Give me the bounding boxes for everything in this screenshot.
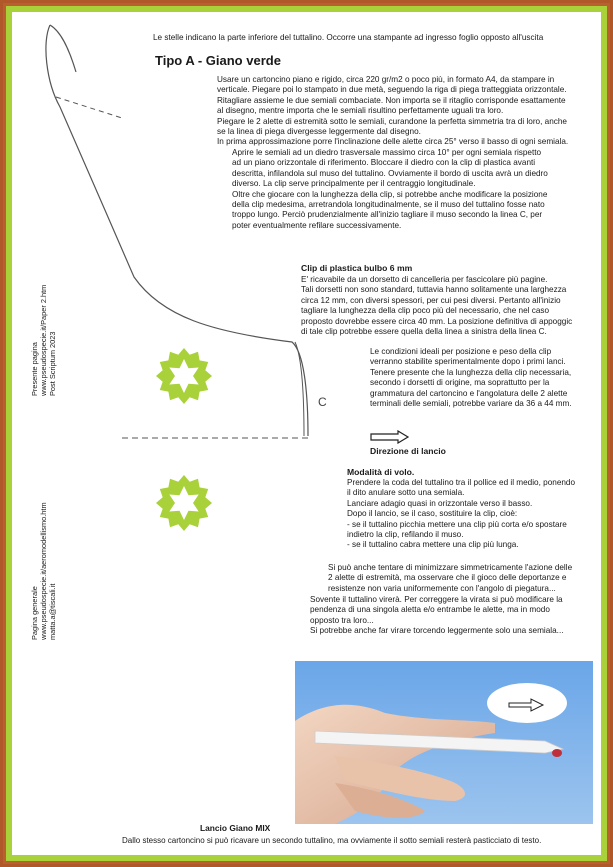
footer-note: Dallo stesso cartoncino si può ricavare un secondo tuttalino, ma ovviamente il sotto semiali resterà pasticciato di testo. [122,836,542,845]
text-line: Sovente il tuttalino virerà. Per correggere la virata si può modificare la [310,595,563,604]
side-note-present-page [30,285,58,396]
text-line: grammatura del cartoncino e l'angolatura delle 2 alette [370,388,568,398]
launch-photo [295,661,593,824]
side-note-general-page [30,502,58,640]
text-line: Oltre che giocare con la lunghezza della clip, si potrebbe anche modificare la posizione [232,189,548,199]
text-line: E' ricavabile da un dorsetto di cancelleria per fascicolare più pagine. [301,275,548,284]
text-line: In prima approssimazione porre l'inclinazione delle alette circa 25° verso il basso di ogni semiala. [217,137,569,147]
text-line: descritta, infilandola sul muso del tuttalino. Ovviamente il bordo di uscita avrà un diedro [232,168,548,178]
direction-label: Direzione di lancio [370,446,446,456]
link[interactable]: www.pseudospecie.it/aeromodellismo.htm [39,502,49,640]
direction-arrow-icon [370,430,410,444]
link[interactable]: www.pseudospecie.it/Paper 2.htm [39,284,49,396]
text-line: opposto tra loro... [310,615,374,625]
text-line: tagliare la lunghezza della clip poco più del necessario, che nel caso [301,306,550,316]
text-line: - se il tuttalino cabra mettere una clip più lunga. [347,540,519,550]
text-line: al disegno, mentre importa che le semiali risultino perfettamente uguali tra loro. [217,106,504,116]
text-line: indietro la clip, refilando il muso. [347,530,464,540]
star-icon [155,474,213,532]
text-line: troppo lungo. Perciò prudenzialmente all'inizio tagliare il muso secondo la linea C, per [232,210,543,220]
text-line: Lanciare adagio quasi in orizzontale verso il basso. [347,498,533,508]
text-line: Aprire le semiali ad un diedro trasversale massimo circa 10° per ogni semiala rispetto [232,148,542,157]
text-line: Post Scriptum 2023 [48,331,58,396]
mode-paragraph [347,478,599,551]
text-line: proposto dovrebbe essere circa 40 mm. La posizione definitiva di appoggic [301,316,573,326]
text-line: Presente pagina [30,342,39,396]
page-title: Tipo A - Giano verde [155,53,281,68]
text-line: 2 alette di estremità, ma osservare che il gioco delle deportanze e [328,573,567,583]
text-line: secondo i dorsetti di origine, ma soprattutto per la [370,378,550,388]
c-line-label: C [318,395,327,409]
trim-paragraph [328,563,600,594]
text-line: terminali delle semiali, potrebbe variare da 36 a 44 mm. [370,399,572,409]
virata-paragraph [310,595,600,637]
text-line: Ritagliare assieme le due semiali combaciate. Non importa se il ritaglio corrisponde esattamente [217,95,566,105]
email-link[interactable]: matta.a@tiscali.it [48,583,58,640]
text-line: di tale clip potrebbe essere quella della linea a sinistra della linea C. [301,327,547,337]
text-line: poter eventualmente refilare successivamente. [232,220,402,230]
text-line: Piegare le 2 alette di estremità sotto le semiali, curandone la perfetta simmetria tra di loro, anche [217,116,567,126]
intro-paragraph [217,75,597,148]
text-line: Le condizioni ideali per posizione e peso della clip [370,347,552,356]
text-line: Tenere presente che la lunghezza della clip necessaria, [370,367,572,377]
text-line: Si può anche tentare di minimizzare simmetricamente l'azione delle [328,563,573,572]
top-note: Le stelle indicano la parte inferiore del tuttalino. Occorre una stampante ad ingresso foglio opposto all'uscita [153,33,544,42]
document-page [6,6,607,861]
text-line: Usare un cartoncino piano e rigido, circa 220 gr/m2 o poco più, in formato A4, da stampare in [217,75,555,84]
text-line: verranno stabilite sperimentalmente dopo i primi lanci. [370,357,566,367]
text-line: Dopo il lancio, se il caso, sostituire la clip, cioè: [347,509,518,519]
text-line: verticale. Piegare poi lo stampato in due metà, seguendo la riga di piega tratteggiata orizzontale. [217,85,567,95]
photo-caption: Lancio Giano MIX [200,823,271,833]
text-line: circa 12 mm, con diversi spessori, per cui pesi diversi. Pertanto all'inizio [301,295,561,305]
text-line: Tali dorsetti non sono standard, tuttavia hanno solitamente una larghezza [301,285,567,295]
text-line: pendenza di una singola aletta e/o entrambe le alette, ma in modo [310,605,550,615]
text-line: ad un piano orizzontale di riferimento. Bloccare il diedro con la clip di plastica avanti [232,158,536,168]
text-line: resistenze non varia uniformemente con l'angolo di piegatura... [328,583,556,593]
clip-section-title: Clip di plastica bulbo 6 mm [301,263,413,273]
tip-fold-line [56,97,122,118]
mode-section-title: Modalità di volo. [347,467,415,477]
star-icon [155,347,213,405]
text-line: Si potrebbe anche far virare torcendo leggermente solo una semiala... [310,626,564,636]
diedro-paragraph [232,148,600,231]
text-line: il dito anulare sotto una semiala. [347,488,465,498]
text-line: diverso. La clip serve principalmente per il centraggio longitudinale. [232,179,476,189]
text-line: della clip medesima, arretrandola longitudinalmente, se il muso del tuttalino fosse nato [232,200,545,210]
text-line: Pagina generale [30,586,39,640]
wing-leading-edge [50,25,76,72]
clip-line [295,342,304,436]
clip-paragraph [301,275,599,337]
hand-with-glider-image [295,661,593,824]
text-line: Prendere la coda del tuttalino tra il pollice ed il medio, ponendo [347,478,576,487]
conditions-paragraph [370,347,600,409]
text-line: - se il tuttalino picchia mettere una clip più corta e/o spostare [347,519,567,529]
text-line: se la linea di piega divergesse leggermente dal disegno. [217,127,421,137]
